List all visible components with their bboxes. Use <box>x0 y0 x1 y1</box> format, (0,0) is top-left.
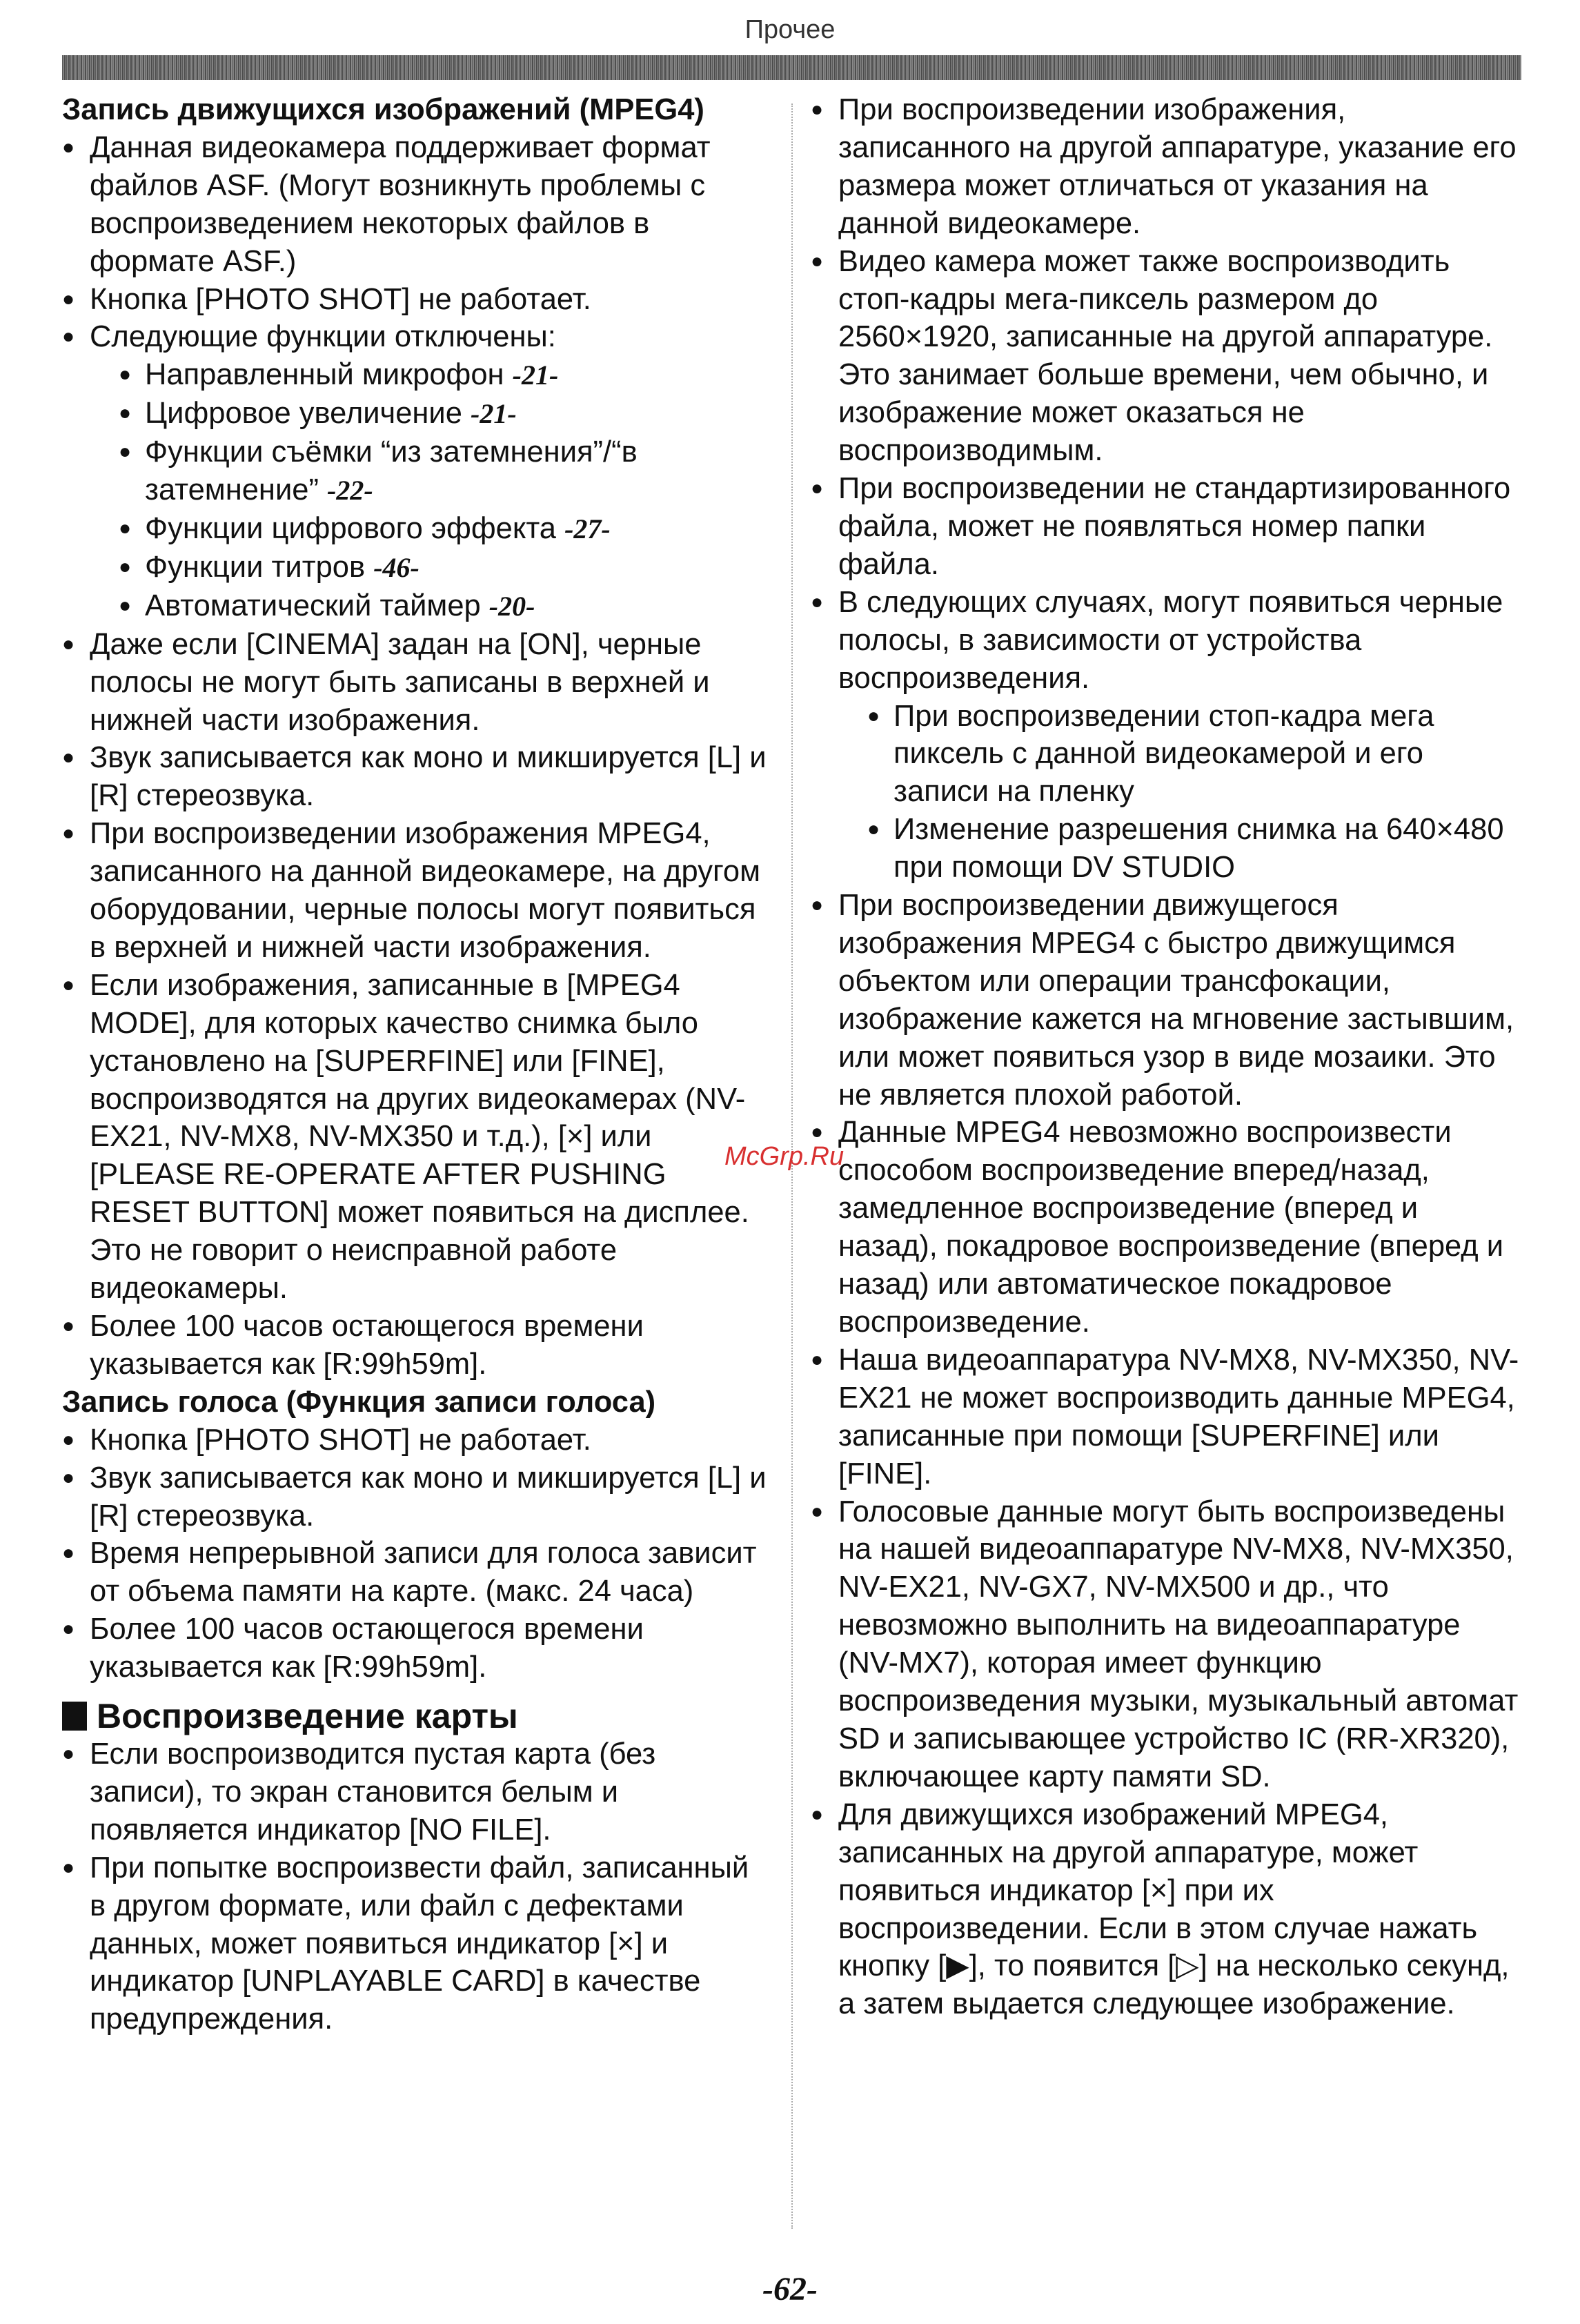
list-item: ● При воспроизведении движущегося изображения MPEG4 с быстро движущимся объектом или операции трансфокации, изображение кажется на мгновение застывшим, или может появиться узор в виде мозаики. Это не является плохой работой. <box>811 887 1521 1114</box>
list-item: ● Следующие функции отключены: <box>62 318 769 356</box>
sub-list-item <box>62 587 769 626</box>
sub-item-text: Функции съёмки “из затемнения”/“в затемнение” <box>145 435 638 507</box>
page-reference: -20- <box>488 590 535 622</box>
list-item: ● Наша видеоаппаратура NV-MX8, NV-MX350, NV-EX21 не может воспроизводить данные MPEG4, записанные при помощи [SUPERFINE] или [FINE]. <box>811 1341 1521 1493</box>
sub-item-text: Функции цифрового эффекта <box>145 511 556 545</box>
page-reference: -21- <box>512 360 559 391</box>
sub-list-item <box>62 395 769 433</box>
page-reference: -22- <box>327 475 373 506</box>
sub-list-item <box>62 356 769 395</box>
section-heading-text: Воспроизведение карты <box>97 1697 518 1736</box>
list-item: ● Кнопка [PHOTO SHOT] не работает. <box>62 1421 769 1459</box>
list-item: ● Если изображения, записанные в [MPEG4 MODE], для которых качество снимка было установлено на [SUPERFINE] или [FINE], воспроизводятся на других видеокамерах (NV-EX21, NV-MX8, NV-MX350 и т.д.), [×] или [PLEASE RE-OPERATE AFTER PUSHING RESET BUTTON] может появиться на дисплее. Это не говорит о неисправной работе видеокамеры. <box>62 967 769 1308</box>
list-item: ● Время непрерывной записи для голоса зависит от объема памяти на карте. (макс. 24 часа) <box>62 1535 769 1611</box>
right-column <box>811 91 1521 2023</box>
list-item: ● В следующих случаях, могут появиться черные полосы, в зависимости от устройства воспроизведения. <box>811 584 1521 698</box>
page-reference: -21- <box>471 398 517 430</box>
header-rule <box>62 55 1521 80</box>
list-item: ● Кнопка [PHOTO SHOT] не работает. <box>62 281 769 319</box>
list-item: ● Более 100 часов остающегося времени указывается как [R:99h59m]. <box>62 1611 769 1686</box>
list-item: ● При воспроизведении изображения MPEG4, записанного на данной видеокамере, на другом оборудовании, черные полосы могут появиться в верхней и нижней части изображения. <box>62 815 769 967</box>
list-item: ● Данные MPEG4 невозможно воспроизвести способом воспроизведение вперед/назад, замедленное воспроизведение (вперед и назад), покадровое воспроизведение (вперед и назад) или автоматическое покадровое воспроизведение. <box>811 1114 1521 1341</box>
list-item: ● Голосовые данные могут быть воспроизведены на нашей видеоаппаратуре NV-MX8, NV-MX350, NV-EX21, NV-GX7, NV-MX500 и др., что невозможно выполнить на видеоаппаратуре (NV-MX7), которая имеет функцию воспроизведения музыки, музыкальный автомат SD и записывающее устройство IC (RR-XR320), включающее карту памяти SD. <box>811 1493 1521 1796</box>
list-item: ● Для движущихся изображений MPEG4, записанных на другой аппаратуре, может появиться индикатор [×] при их воспроизведении. Если в этом случае нажать кнопку [▶], то появится [▷] на несколько секунд, а затем выдается следующее изображение. <box>811 1796 1521 2023</box>
list-item: ● Звук записывается как моно и микшируется [L] и [R] стереозвука. <box>62 739 769 815</box>
sub-item-text: Цифровое увеличение <box>145 397 462 431</box>
list-item: ● При воспроизведении изображения, записанного на другой аппаратуре, указание его размера может отличаться от указания на данной видеокамере. <box>811 91 1521 243</box>
list-item: ● Если воспроизводится пустая карта (без записи), то экран становится белым и появляется индикатор [NO FILE]. <box>62 1735 769 1849</box>
sub-list-item: ● При воспроизведении стоп-кадра мега пиксель с данной видеокамерой и его записи на пленку <box>811 698 1521 811</box>
list-item: ● При попытке воспроизвести файл, записанный в другом формате, или файл с дефектами данных, может появиться индикатор [×] и индикатор [UNPLAYABLE CARD] в качестве предупреждения. <box>62 1849 769 2039</box>
sub-item-text: Направленный микрофон <box>145 358 504 392</box>
page-header-title: Прочее <box>744 15 836 44</box>
sub-item-text: Функции титров <box>145 550 366 584</box>
watermark: McGrp.Ru <box>724 1142 845 1171</box>
sub-list-item <box>62 433 769 510</box>
page-reference: -27- <box>564 513 611 544</box>
subsection-title-mpeg4: Запись движущихся изображений (MPEG4) <box>62 93 704 126</box>
page-reference: -46- <box>373 551 419 583</box>
list-item: ● Данная видеокамера поддерживает формат файлов ASF. (Могут возникнуть проблемы с воспроизведением некоторых файлов в формате ASF.) <box>62 129 769 281</box>
list-item: ● Даже если [CINEMA] задан на [ON], черные полосы не могут быть записаны в верхней и нижней части изображения. <box>62 626 769 740</box>
list-item: ● Видео камера может также воспроизводить стоп-кадры мега-пиксель размером до 2560×1920, записанные на другой аппаратуре. Это занимает больше времени, чем обычно, и изображение может оказаться не воспроизводимым. <box>811 243 1521 470</box>
section-heading-card-playback <box>62 1697 769 1735</box>
sub-list-item: ● Изменение разрешения снимка на 640×480 при помощи DV STUDIO <box>811 811 1521 887</box>
subsection-title-voice: Запись голоса (Функция записи голоса) <box>62 1385 656 1419</box>
sub-list-item <box>62 549 769 587</box>
page-number: -62- <box>762 2271 818 2307</box>
list-item: ● Более 100 часов остающегося времени указывается как [R:99h59m]. <box>62 1308 769 1383</box>
left-column <box>62 91 769 2038</box>
list-item: ● При воспроизведении не стандартизированного файла, может не появляться номер папки файла. <box>811 470 1521 584</box>
sub-list-item <box>62 510 769 549</box>
sub-item-text: Автоматический таймер <box>145 589 481 622</box>
section-marker-icon <box>62 1702 87 1731</box>
list-item: ● Звук записывается как моно и микшируется [L] и [R] стереозвука. <box>62 1459 769 1535</box>
